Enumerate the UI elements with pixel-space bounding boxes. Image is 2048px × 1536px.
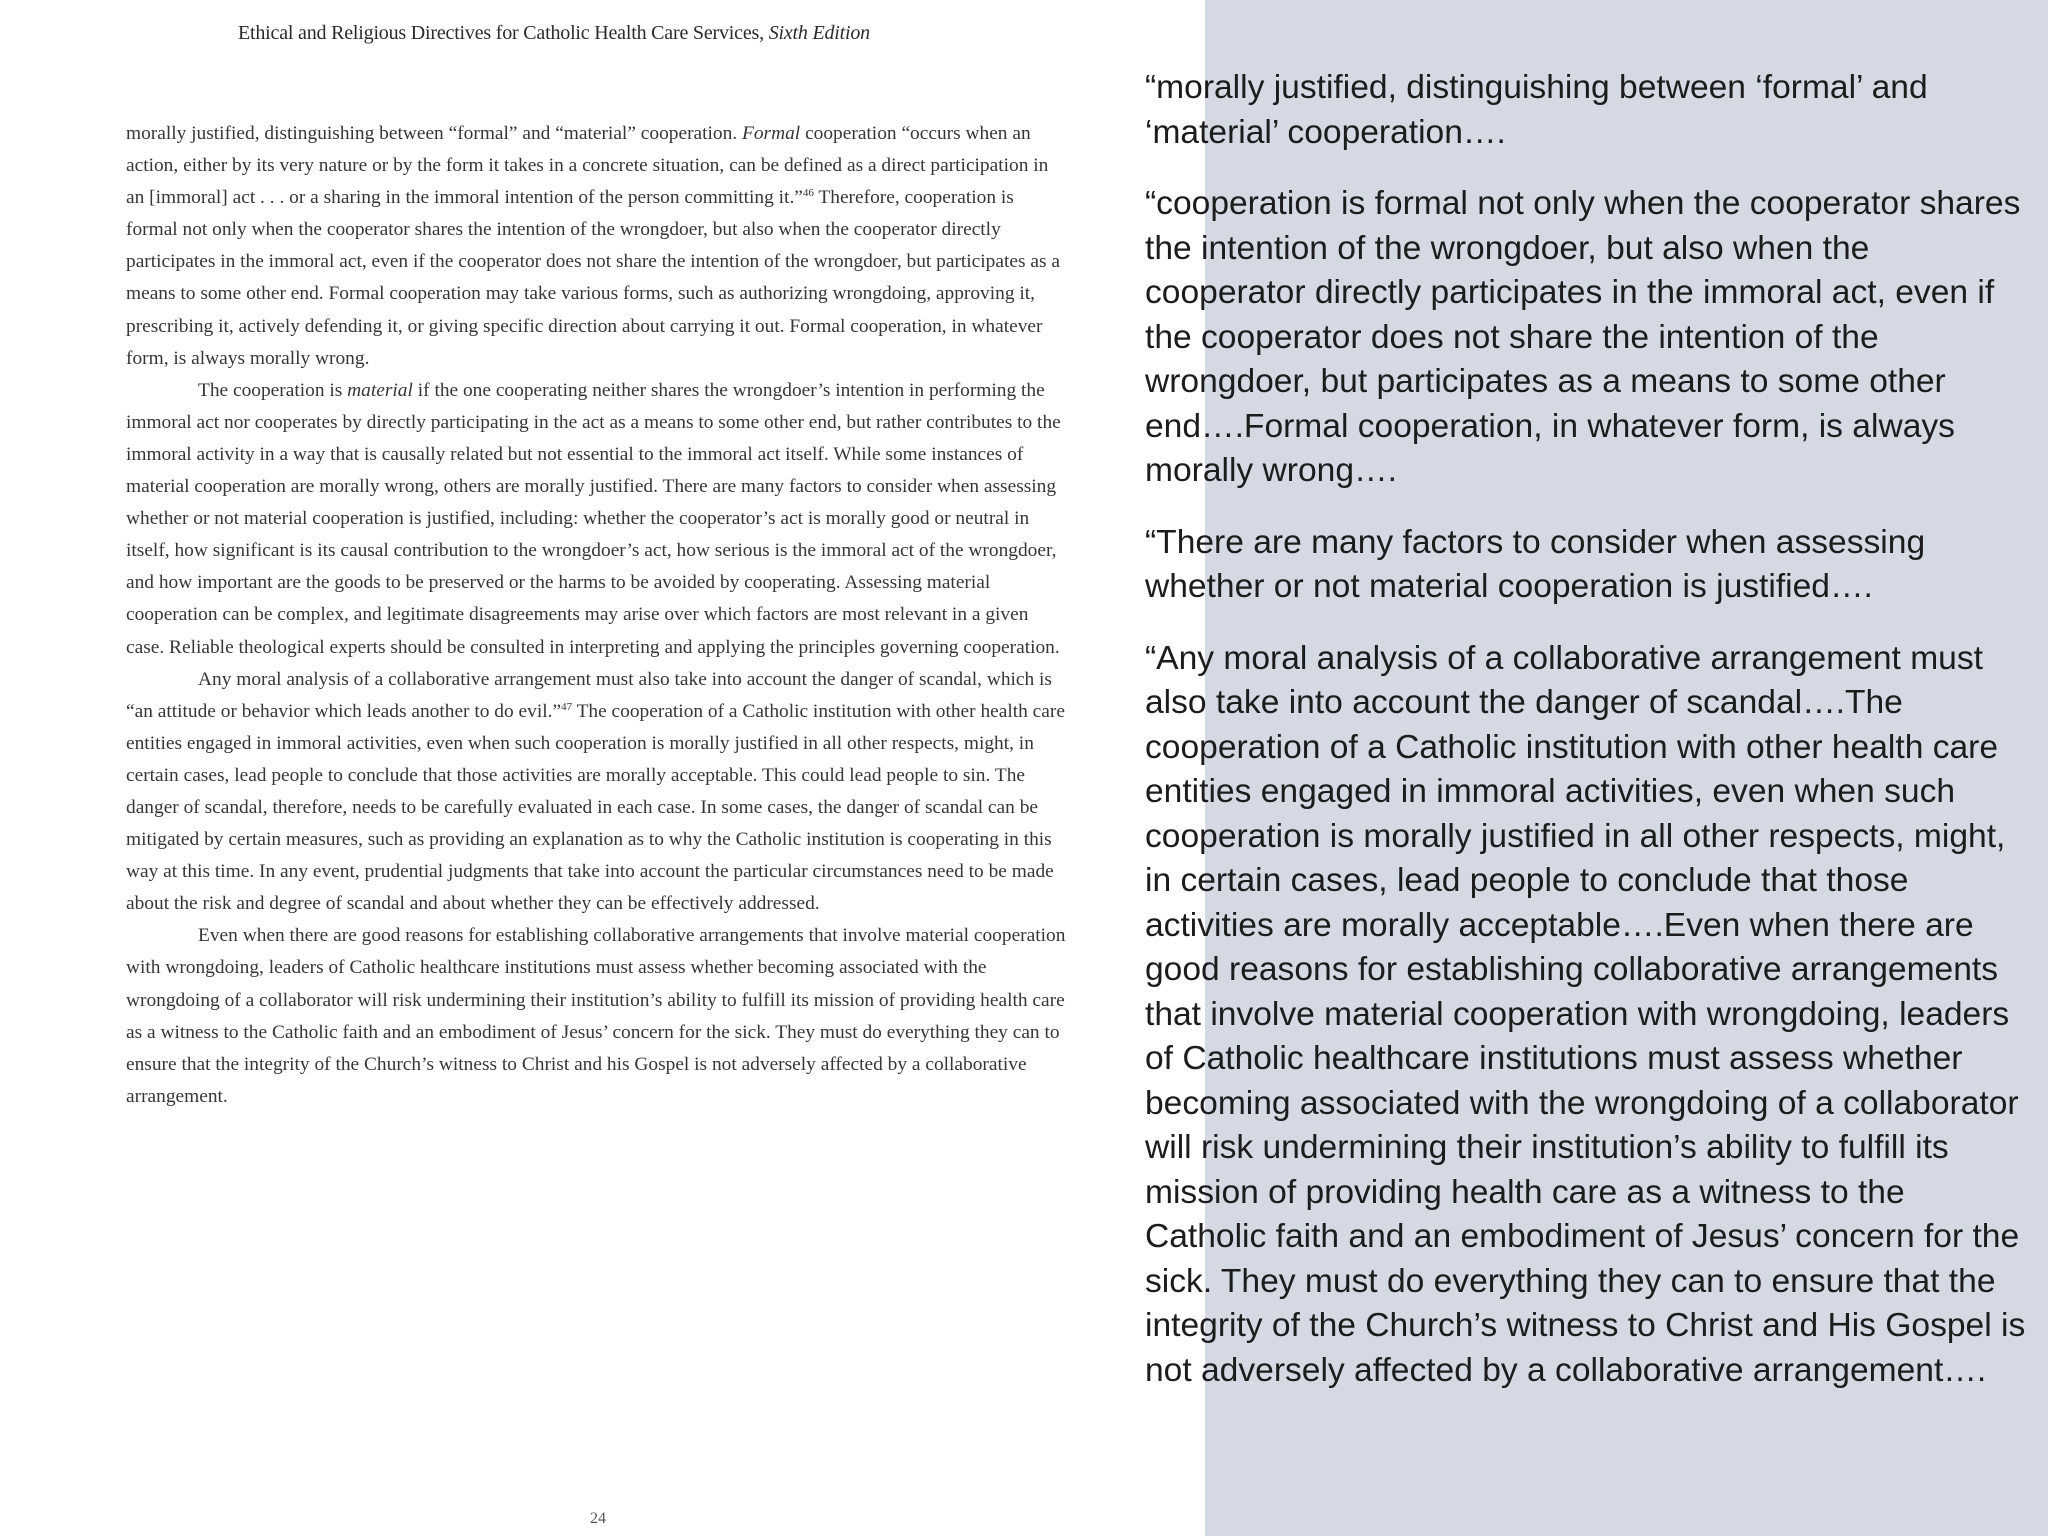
quote-formal-material: “morally justified, distinguishing between ‘formal’ and ‘material’ cooperation….	[1145, 69, 1928, 151]
document-paragraph-material	[126, 375, 1070, 664]
paragraph-text: if the one cooperating neither shares the wrongdoer’s intention in performing the immoral act nor cooperates by directly participating in the act as a means to some other end, but rather contributes to the immoral activity in a way that is causally related but not essential to the immoral act itself. While some instances of material cooperation are morally wrong, others are morally justified. There are many factors to consider when assessing whether or not material cooperation is justified, including: whether the cooperator’s act is morally good or neutral in itself, how significant is its causal contribution to the wrongdoer’s act, how serious is the immoral act of the wrongdoer, and how important are the goods to be preserved or the harms to be avoided by cooperating. Assessing material cooperation can be complex, and legitimate disagreements may arise over which factors are most relevant in a given case. Reliable theological experts should be consulted in interpreting and applying the principles governing cooperation.	[126, 379, 1061, 658]
paragraph-text: morally justified, distinguishing between “formal” and “material” cooperation.	[126, 123, 738, 144]
footnote-marker: 46	[802, 187, 814, 200]
quote-panel	[1145, 66, 2033, 1420]
paragraph-text: cooperation “occurs when an action, either by its very nature or by the form it takes in a concrete situation, can be defined as a direct participation in an [immoral] act . . . or a sharing in the immoral intention of the person committing it.”	[126, 123, 1049, 209]
document-paragraph-mission: Even when there are good reasons for establishing collaborative arrangements that involve material cooperation with wrongdoing, leaders of Catholic healthcare institutions must assess whether becoming associated with the wrongdoing of a collaborator will risk undermining their institution’s ability to fulfill its mission of providing health care as a witness to the Catholic faith and an embodiment of Jesus’ concern for the sick. They must do everything they can to ensure that the integrity of the Church’s witness to Christ and his Gospel is not adversely affected by a collaborative arrangement.	[126, 925, 1066, 1107]
paragraph-text: Any moral analysis of a collaborative arrangement must also take into account the danger of scandal, which is “an attitude or behavior which leads another to do evil.”	[126, 668, 1052, 722]
document-body	[126, 118, 1070, 1113]
header-title: Ethical and Religious Directives for Catholic Health Care Services,	[238, 22, 764, 44]
document-paragraph-formal	[126, 118, 1070, 375]
header-edition: Sixth Edition	[768, 22, 870, 44]
page-number: 24	[590, 1510, 606, 1527]
document-paragraph-scandal	[126, 664, 1070, 921]
emphasis-formal: Formal	[742, 123, 801, 144]
paragraph-text: The cooperation of a Catholic institution with other health care entities engaged in immoral activities, even when such cooperation is morally justified in all other respects, might, in certain cases, lead people to conclude that those activities are morally acceptable. This could lead people to sin. The danger of scandal, therefore, needs to be carefully evaluated in each case. In some cases, the danger of scandal can be mitigated by certain measures, such as providing an explanation as to why the Catholic institution is cooperating in this way at this time. In any event, prudential judgments that take into account the particular circumstances need to be made about the risk and degree of scandal and about whether they can be effectively addressed.	[126, 700, 1065, 915]
paragraph-text: The cooperation is	[198, 379, 343, 401]
emphasis-material: material	[347, 379, 413, 401]
quote-scandal: “Any moral analysis of a collaborative arrangement must also take into account the danger of scandal….The cooperation of a Catholic institution with other health care entities engaged in immoral activities, even when such cooperation is morally justified in all other respects, might, in certain cases, lead people to conclude that those activities are morally acceptable….Even when there are good reasons for establishing collaborative arrangements that involve material cooperation with wrongdoing, leaders of Catholic healthcare institutions must assess whether becoming associated with the wrongdoing of a collaborator will risk undermining their institution’s ability to fulfill its mission of providing health care as a witness to the Catholic faith and an embodiment of Jesus’ concern for the sick. They must do everything they can to ensure that the integrity of the Church’s witness to Christ and His Gospel is not adversely affected by a collaborative arrangement….	[1145, 639, 2026, 1389]
paragraph-text: Therefore, cooperation is formal not only when the cooperator shares the intention of the wrongdoer, but also when the cooperator directly participates in the immoral act, even if the cooperator does not share the intention of the wrongdoer, but participates as a means to some other end. Formal cooperation may take various forms, such as authorizing wrongdoing, approving it, prescribing it, actively defending it, or giving specific direction about carrying it out. Formal cooperation, in whatever form, is always morally wrong.	[126, 187, 1060, 369]
footnote-marker: 47	[561, 700, 573, 713]
document-running-header	[238, 20, 870, 46]
quote-material-factors: “There are many factors to consider when assessing whether or not material cooperation is justified….	[1145, 523, 1926, 605]
quote-formal-cooperation: “cooperation is formal not only when the cooperator shares the intention of the wrongdoer, but also when the cooperator directly participates in the immoral act, even if the cooperator does not share the intention of the wrongdoer, but participates as a means to some other end….Formal cooperation, in whatever form, is always morally wrong….	[1145, 185, 2021, 489]
